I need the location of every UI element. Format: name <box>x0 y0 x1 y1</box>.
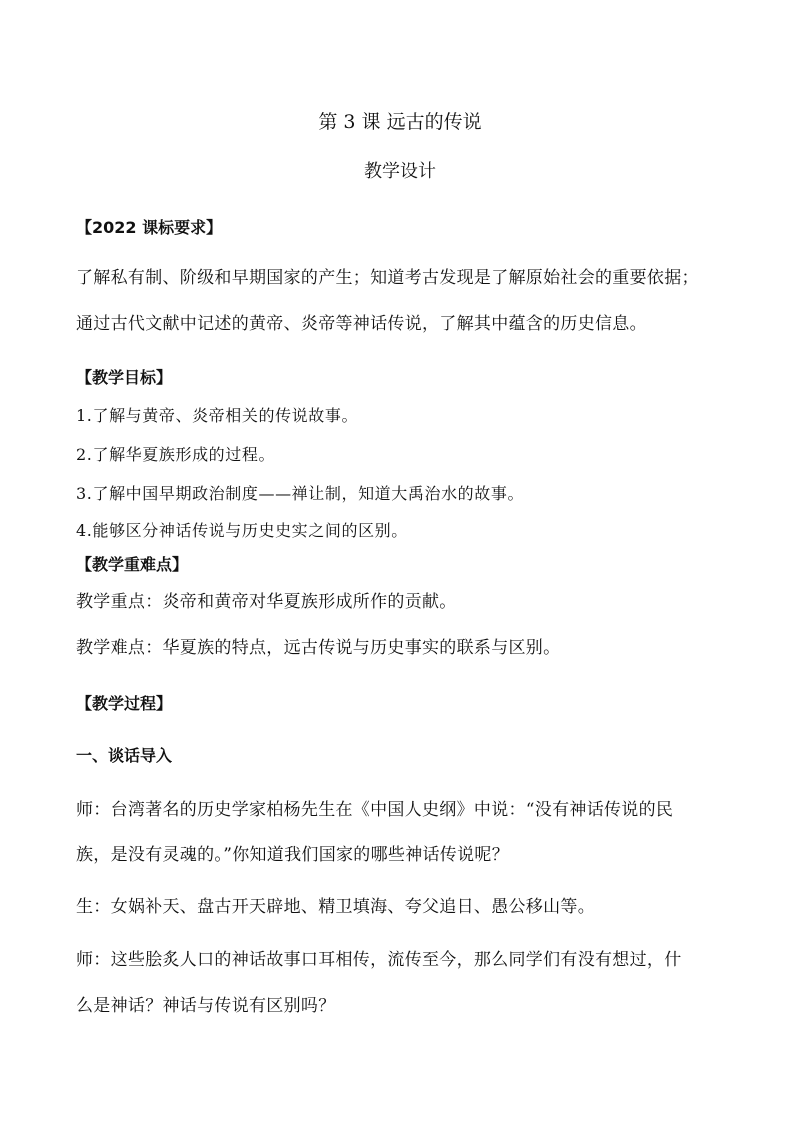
dialogue-line: 族，是没有灵魂的。”你知道我们国家的哪些神话传说呢？ <box>76 845 509 865</box>
standard-line: 通过古代文献中记述的黄帝、炎帝等神话传说，了解其中蕴含的历史信息。 <box>76 314 647 334</box>
dialogue-line: 生：女娲补天、盘古开天辟地、精卫填海、夸父追日、愚公移山等。 <box>76 897 595 917</box>
goals-heading: 【教学目标】 <box>76 368 173 387</box>
goal-item: 1.了解与黄帝、炎帝相关的传说故事。 <box>76 406 359 425</box>
process-heading: 【教学过程】 <box>76 694 173 713</box>
part1-heading: 一、谈话导入 <box>76 746 173 765</box>
goal-item: 2.了解华夏族形成的过程。 <box>76 445 276 464</box>
goal-item: 4.能够区分神话传说与历史史实之间的区别。 <box>76 521 408 540</box>
standard-line: 了解私有制、阶级和早期国家的产生；知道考古发现是了解原始社会的重要依据； <box>76 268 699 288</box>
difficult-point: 教学难点：华夏族的特点，远古传说与历史事实的联系与区别。 <box>76 638 561 658</box>
dialogue-line: 么是神话？神话与传说有区别吗？ <box>76 996 336 1016</box>
key-point: 教学重点：炎帝和黄帝对华夏族形成所作的贡献。 <box>76 592 457 612</box>
standard-heading: 【2022 课标要求】 <box>76 218 223 237</box>
goal-item: 3.了解中国早期政治制度——禅让制，知道大禹治水的故事。 <box>76 484 525 503</box>
dialogue-line: 师：台湾著名的历史学家柏杨先生在《中国人史纲》中说：“没有神话传说的民 <box>76 800 674 820</box>
dialogue-line: 师：这些脍炙人口的神话故事口耳相传，流传至今，那么同学们有没有想过，什 <box>76 950 682 970</box>
lesson-title: 第 3 课 远古的传说 <box>318 111 482 133</box>
key-heading: 【教学重难点】 <box>76 555 189 574</box>
lesson-subtitle: 教学设计 <box>364 161 436 182</box>
